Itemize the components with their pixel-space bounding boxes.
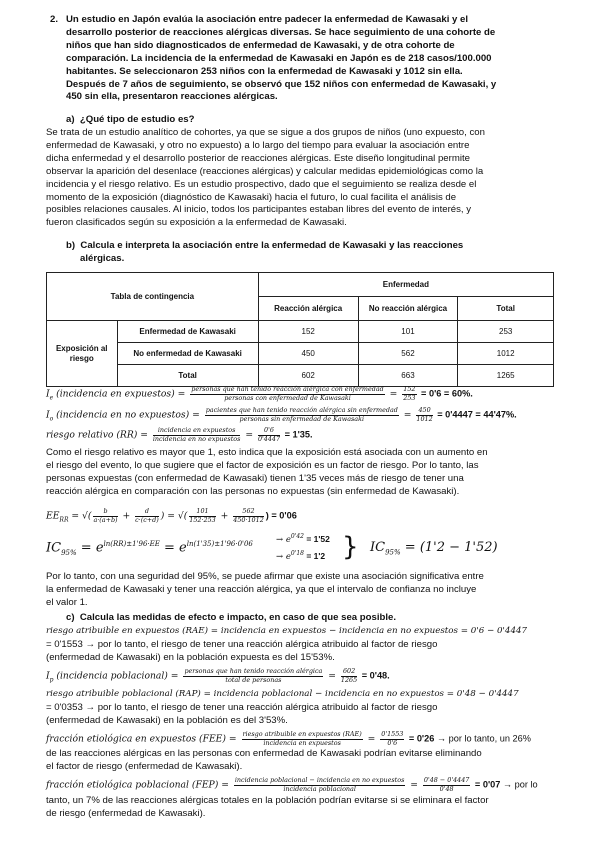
formula-incidence-unexposed: $I_o$ (incidencia en no expuestos) = $\frac{\text{pacientes que han tenido reacción alérgica sin enfermedad}}{\text{personas sin enfermedad de Kawasaki}}$ = $\frac{450}{1012}$ = 0'4447 = 44'47%. xyxy=(46,406,517,423)
table-row xyxy=(47,321,554,343)
cell: 663 xyxy=(358,365,458,387)
col-header: Total xyxy=(458,297,554,321)
row-label: Enfermedad de Kawasaki xyxy=(117,321,258,343)
fee-interpretation: de las reacciones alérgicas en las personas con enfermedad de Kawasaki podrían evitarse eliminando el factor de riesgo (enfermedad de Kawasaki). xyxy=(46,748,482,772)
table-row xyxy=(47,343,554,365)
question-statement: Un estudio en Japón evalúa la asociación entre padecer la enfermedad de Kawasaki y el desarrollo posterior de reacciones alérgicas diversas. Se hace seguimiento de una cohorte de niños que han sido diagnosticados de enfermedad de Kawasaki, y de otra cohorte de comparación. La incidencia de la enfermedad de Kawasaki en Japón es de 218 casos/100.000 habitantes. Se seleccionaron 253 niños con la enfermedad de Kawasaki y 1012 sin ella. Después de 7 años de seguimiento, se observó que 152 niños con enfermedad de Kawasaki, y 450 sin ella, presentaron reacciones alérgicas. xyxy=(66,14,497,103)
formula-fep: fracción etiológica poblacional (FEP) = $\frac{\text{incidencia poblacional − incidencia en no expuestos}}{\text{incidencia poblacional}}$ = $\frac{0'48 - 0'4447}{0'48}$ = 0'07 → por lo xyxy=(46,776,538,793)
formula-ci: $IC_{95\%} = e^{ln(RR)\pm 1'96\cdot EE} = e^{ln(1'35)\pm 1'96\cdot 0'06}$ xyxy=(46,540,253,557)
formula-standard-error: $EE_{RR}$ = √( $\frac{b}{a\cdot(a+b)}$ + $\frac{d}{c\cdot(c+d)}$ ) = √( $\frac{101}{152\cdot 253}$ + $\frac{562}{450\cdot 1012}$ ) = 0'06 xyxy=(46,507,297,524)
answer-a: Se trata de un estudio analítico de cohortes, ya que se sigue a dos grupos de niños (uno expuesto, con enfermedad de Kawasaki, y otro no expuesto) a lo largo del tiempo para evaluar la asociación entre dicha enfermedad y el desarrollo posterior de reacciones alérgicas. Este diseño longitudinal permite observar la aparición del desenlace (reacciones alérgicas) y calcular medidas epidemiológicas como la incidencia y el riesgo relativo. Es un estudio prospectivo, dado que el seguimiento se realiza desde el momento de la exposición (diagnóstico de Kawasaki) hacia el futuro, lo cual facilita el análisis de posibles relaciones causales. Al inicio, todos los participantes estaban libres del evento de interés, y fueron clasificados según su exposición a la enfermedad de Kawasaki. xyxy=(46,127,485,229)
fep-interpretation: tanto, un 7% de las reacciones alérgicas totales en la población podrían evitarse si se eliminara el factor de riesgo (enfermedad de Kawasaki). xyxy=(46,795,489,819)
cell: 562 xyxy=(358,343,458,365)
ci-lower-bound: → $e^{0'18} = 1'2$ xyxy=(276,550,326,562)
exposure-label: Exposición al riesgo xyxy=(47,321,118,387)
table-title: Tabla de contingencia xyxy=(47,273,259,321)
subquestion-b: b) Calcula e interpreta la asociación entre la enfermedad de Kawasaki y las reacciones alérgicas. xyxy=(66,240,464,264)
contingency-table xyxy=(46,272,554,387)
cell: 1265 xyxy=(458,365,554,387)
formula-fee: fracción etiológica en expuestos (FEE) = $\frac{\text{riesgo atribuible en expuestos (RAE)}}{\text{incidencia en expuestos}}$ = $\frac{0'1553}{0'6}$ = 0'26 → por lo tanto, un 26% xyxy=(46,730,531,747)
ci-interpretation: Por lo tanto, con una seguridad del 95%, se puede afirmar que existe una asociación significativa entre la enfermedad de Kawasaki y tener una reacción alérgica, ya que el intervalo de confianza no incluye el valor 1. xyxy=(46,571,484,608)
cell: 253 xyxy=(458,321,554,343)
brace-icon: } xyxy=(342,532,359,562)
table-group-header: Enfermedad xyxy=(258,273,553,297)
formula-incidence-population: $I_p$ (incidencia poblacional) = $\frac{\text{personas que han tenido reacción alérgica}}{\text{total de personas}}$ = $\frac{602}{1265}$ = 0'48. xyxy=(46,667,390,684)
question-number: 2. xyxy=(50,14,59,25)
col-header: Reacción alérgica xyxy=(258,297,358,321)
row-label: Total xyxy=(117,365,258,387)
col-header: No reacción alérgica xyxy=(358,297,458,321)
formula-relative-risk: riesgo relativo (RR) = $\frac{\text{incidencia en expuestos}}{\text{incidencia en no expuestos}}$ = $\frac{0'6}{0'4447}$ = 1'35. xyxy=(46,426,313,443)
cell: 101 xyxy=(358,321,458,343)
formula-rap: riesgo atribuible poblacional (RAP) = incidencia poblacional − incidencia en no expuestos = 0'48 − 0'4447 xyxy=(46,689,519,699)
cell: 152 xyxy=(258,321,358,343)
rap-interpretation: = 0'0353 → por lo tanto, el riesgo de tener una reacción alérgica atribuido al factor de riesgo (enfermedad de Kawasaki) en la población es del 3'53%. xyxy=(46,702,438,726)
row-label: No enfermedad de Kawasaki xyxy=(117,343,258,365)
table-row xyxy=(47,365,554,387)
rr-interpretation: Como el riesgo relativo es mayor que 1, esto indica que la exposición está asociada con un aumento en el riesgo del evento, lo que sugiere que el factor de exposición es un factor de riesgo. Por lo tanto, las personas expuestas (con enfermedad de Kawasaki) tienen 1'35 veces más de riesgo de tener una reacción alérgica en comparación con las personas no expuestas (sin enfermedad de Kawasaki). xyxy=(46,447,488,497)
cell: 602 xyxy=(258,365,358,387)
formula-rae: riesgo atribuible en expuestos (RAE) = incidencia en expuestos − incidencia en no expuestos = 0'6 − 0'4447 xyxy=(46,626,528,636)
rae-interpretation: = 0'1553 → por lo tanto, el riesgo de tener una reacción alérgica atribuido al factor de riesgo (enfermedad de Kawasaki) en la población expuesta es del 15'53%. xyxy=(46,639,438,663)
ci-upper-bound: → $e^{0'42} = 1'52$ xyxy=(276,533,330,545)
subquestion-c: c) Calcula las medidas de efecto e impacto, en caso de que sea posible. xyxy=(66,612,397,623)
formula-incidence-exposed: $I_e$ (incidencia en expuestos) = $\frac{\text{personas que han tenido reacción alérgica con enfermedad}}{\text{personas con enfermedad de Kawasaki}}$ = $\frac{152}{253}$ = 0'6 = 60%. xyxy=(46,385,473,402)
subquestion-a: a) ¿Qué tipo de estudio es? xyxy=(66,114,195,125)
ci-result: $IC_{95\%} = (1'2 - 1'52)$ xyxy=(370,540,498,557)
cell: 1012 xyxy=(458,343,554,365)
cell: 450 xyxy=(258,343,358,365)
